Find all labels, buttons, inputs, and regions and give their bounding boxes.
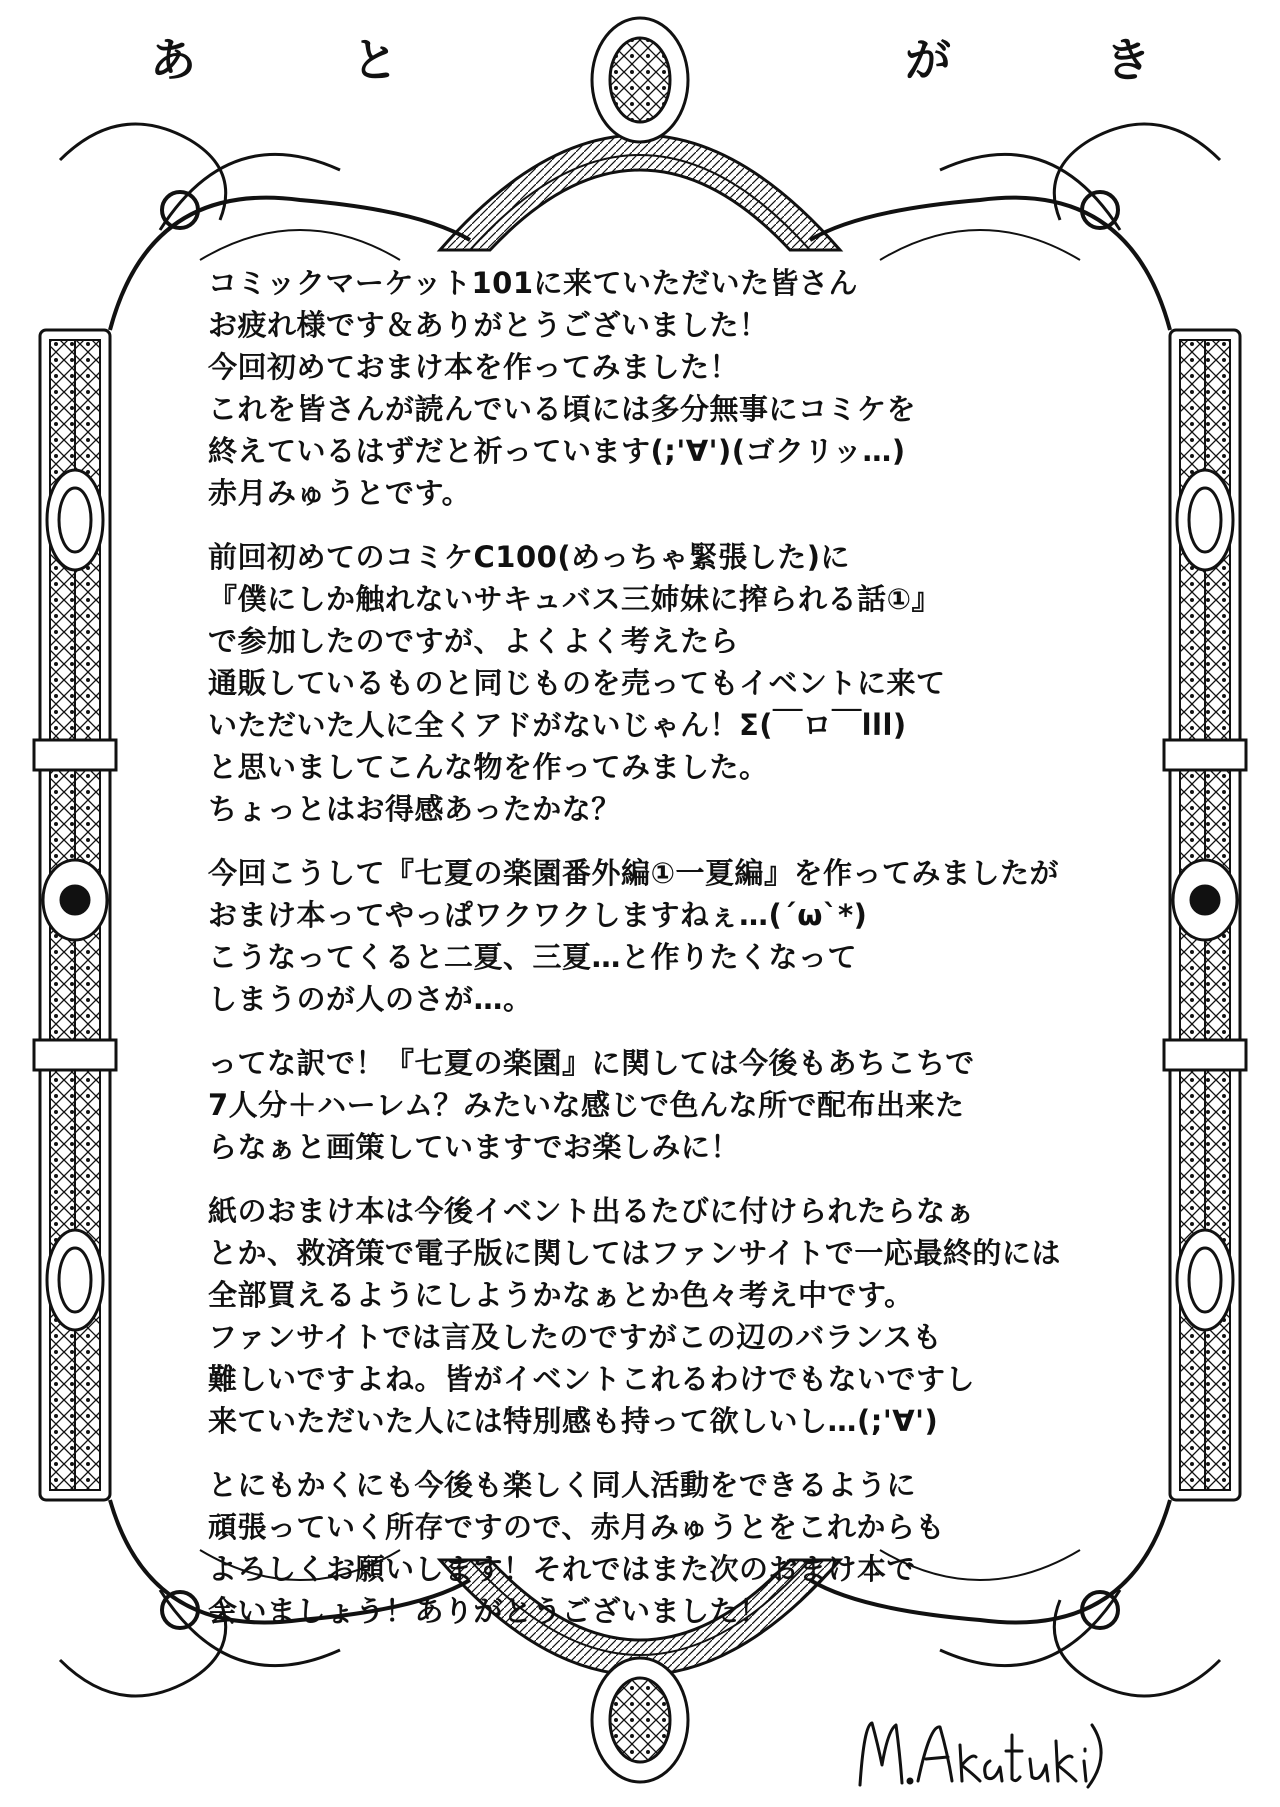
paragraph [208,536,1138,830]
paragraph [208,1042,1138,1168]
text-line: 前回初めてのコミケC100(めっちゃ緊張した)に [208,540,851,574]
title-char: き [1105,33,1151,87]
author-signature [850,1705,1110,1800]
paragraph [208,852,1138,1020]
title-char: が [905,33,951,87]
text-line: ファンサイトでは言及したのですがこの辺のバランスも [208,1320,943,1354]
text-line: おまけ本ってやっぱワクワクしますねぇ…(´ω`*) [208,898,868,932]
text-line: いただいた人に全くアドがないじゃん！Σ(￣ロ￣lll) [208,708,907,742]
paragraph [208,1464,1138,1632]
text-line: とにもかくにも今後も楽しく同人活動をできるように [208,1468,917,1502]
text-line: とか、救済策で電子版に関してはファンサイトで一応最終的には [208,1236,1061,1270]
text-line: 紙のおまけ本は今後イベント出るたびに付けられたらなぁ [208,1194,976,1228]
text-line: 難しいですよね。皆がイベントこれるわけでもないですし [208,1362,976,1396]
paragraph [208,262,1138,514]
text-line: 『僕にしか触れないサキュバス三姉妹に搾られる話①』 [208,582,942,616]
text-line: 会いましょう！ありがとうございました！ [208,1594,769,1628]
text-line: 終えているはずだと祈っています(;'∀')(ゴクリッ…) [208,434,906,468]
text-line: こうなってくると二夏、三夏…と作りたくなって [208,940,858,974]
paragraph [208,1190,1138,1442]
page-title [0,30,1280,100]
text-line: らなぁと画策していますでお楽しみに！ [208,1130,740,1164]
text-line: 7人分＋ハーレム？みたいな感じで色んな所で配布出来た [208,1088,965,1122]
text-line: ってな訳で！『七夏の楽園』に関しては今後もあちこちで [208,1046,975,1080]
afterword-body [208,262,1138,1654]
text-line: 今回初めておまけ本を作ってみました！ [208,350,740,384]
text-line: で参加したのですが、よくよく考えたら [208,624,740,658]
text-line: 赤月みゅうとです。 [208,476,472,510]
text-line: と思いましてこんな物を作ってみました。 [208,750,769,784]
text-line: これを皆さんが読んでいる頃には多分無事にコミケを [208,392,917,426]
text-line: 頑張っていく所存ですので、赤月みゅうとをこれからも [208,1510,945,1544]
text-line: 通販しているものと同じものを売ってもイベントに来て [208,666,946,700]
title-char: あ [150,33,196,87]
text-line: 来ていただいた人には特別感も持って欲しいし…(;'∀') [208,1404,939,1438]
text-line: 全部買えるようにしようかなぁとか色々考え中です。 [208,1278,914,1312]
text-line: コミックマーケット101に来ていただいた皆さん [208,266,859,300]
text-line: しまうのが人のさが…。 [208,982,533,1016]
text-line: 今回こうして『七夏の楽園番外編①一夏編』を作ってみましたが [208,856,1060,890]
left-pillar [34,330,116,1500]
right-pillar [1164,330,1246,1500]
text-line: お疲れ様です＆ありがとうございました！ [208,308,769,342]
text-line: よろしくお願いします！それではまた次のおまけ本で [208,1552,917,1586]
text-line: ちょっとはお得感あったかな？ [208,792,621,826]
title-char: と [352,33,398,87]
